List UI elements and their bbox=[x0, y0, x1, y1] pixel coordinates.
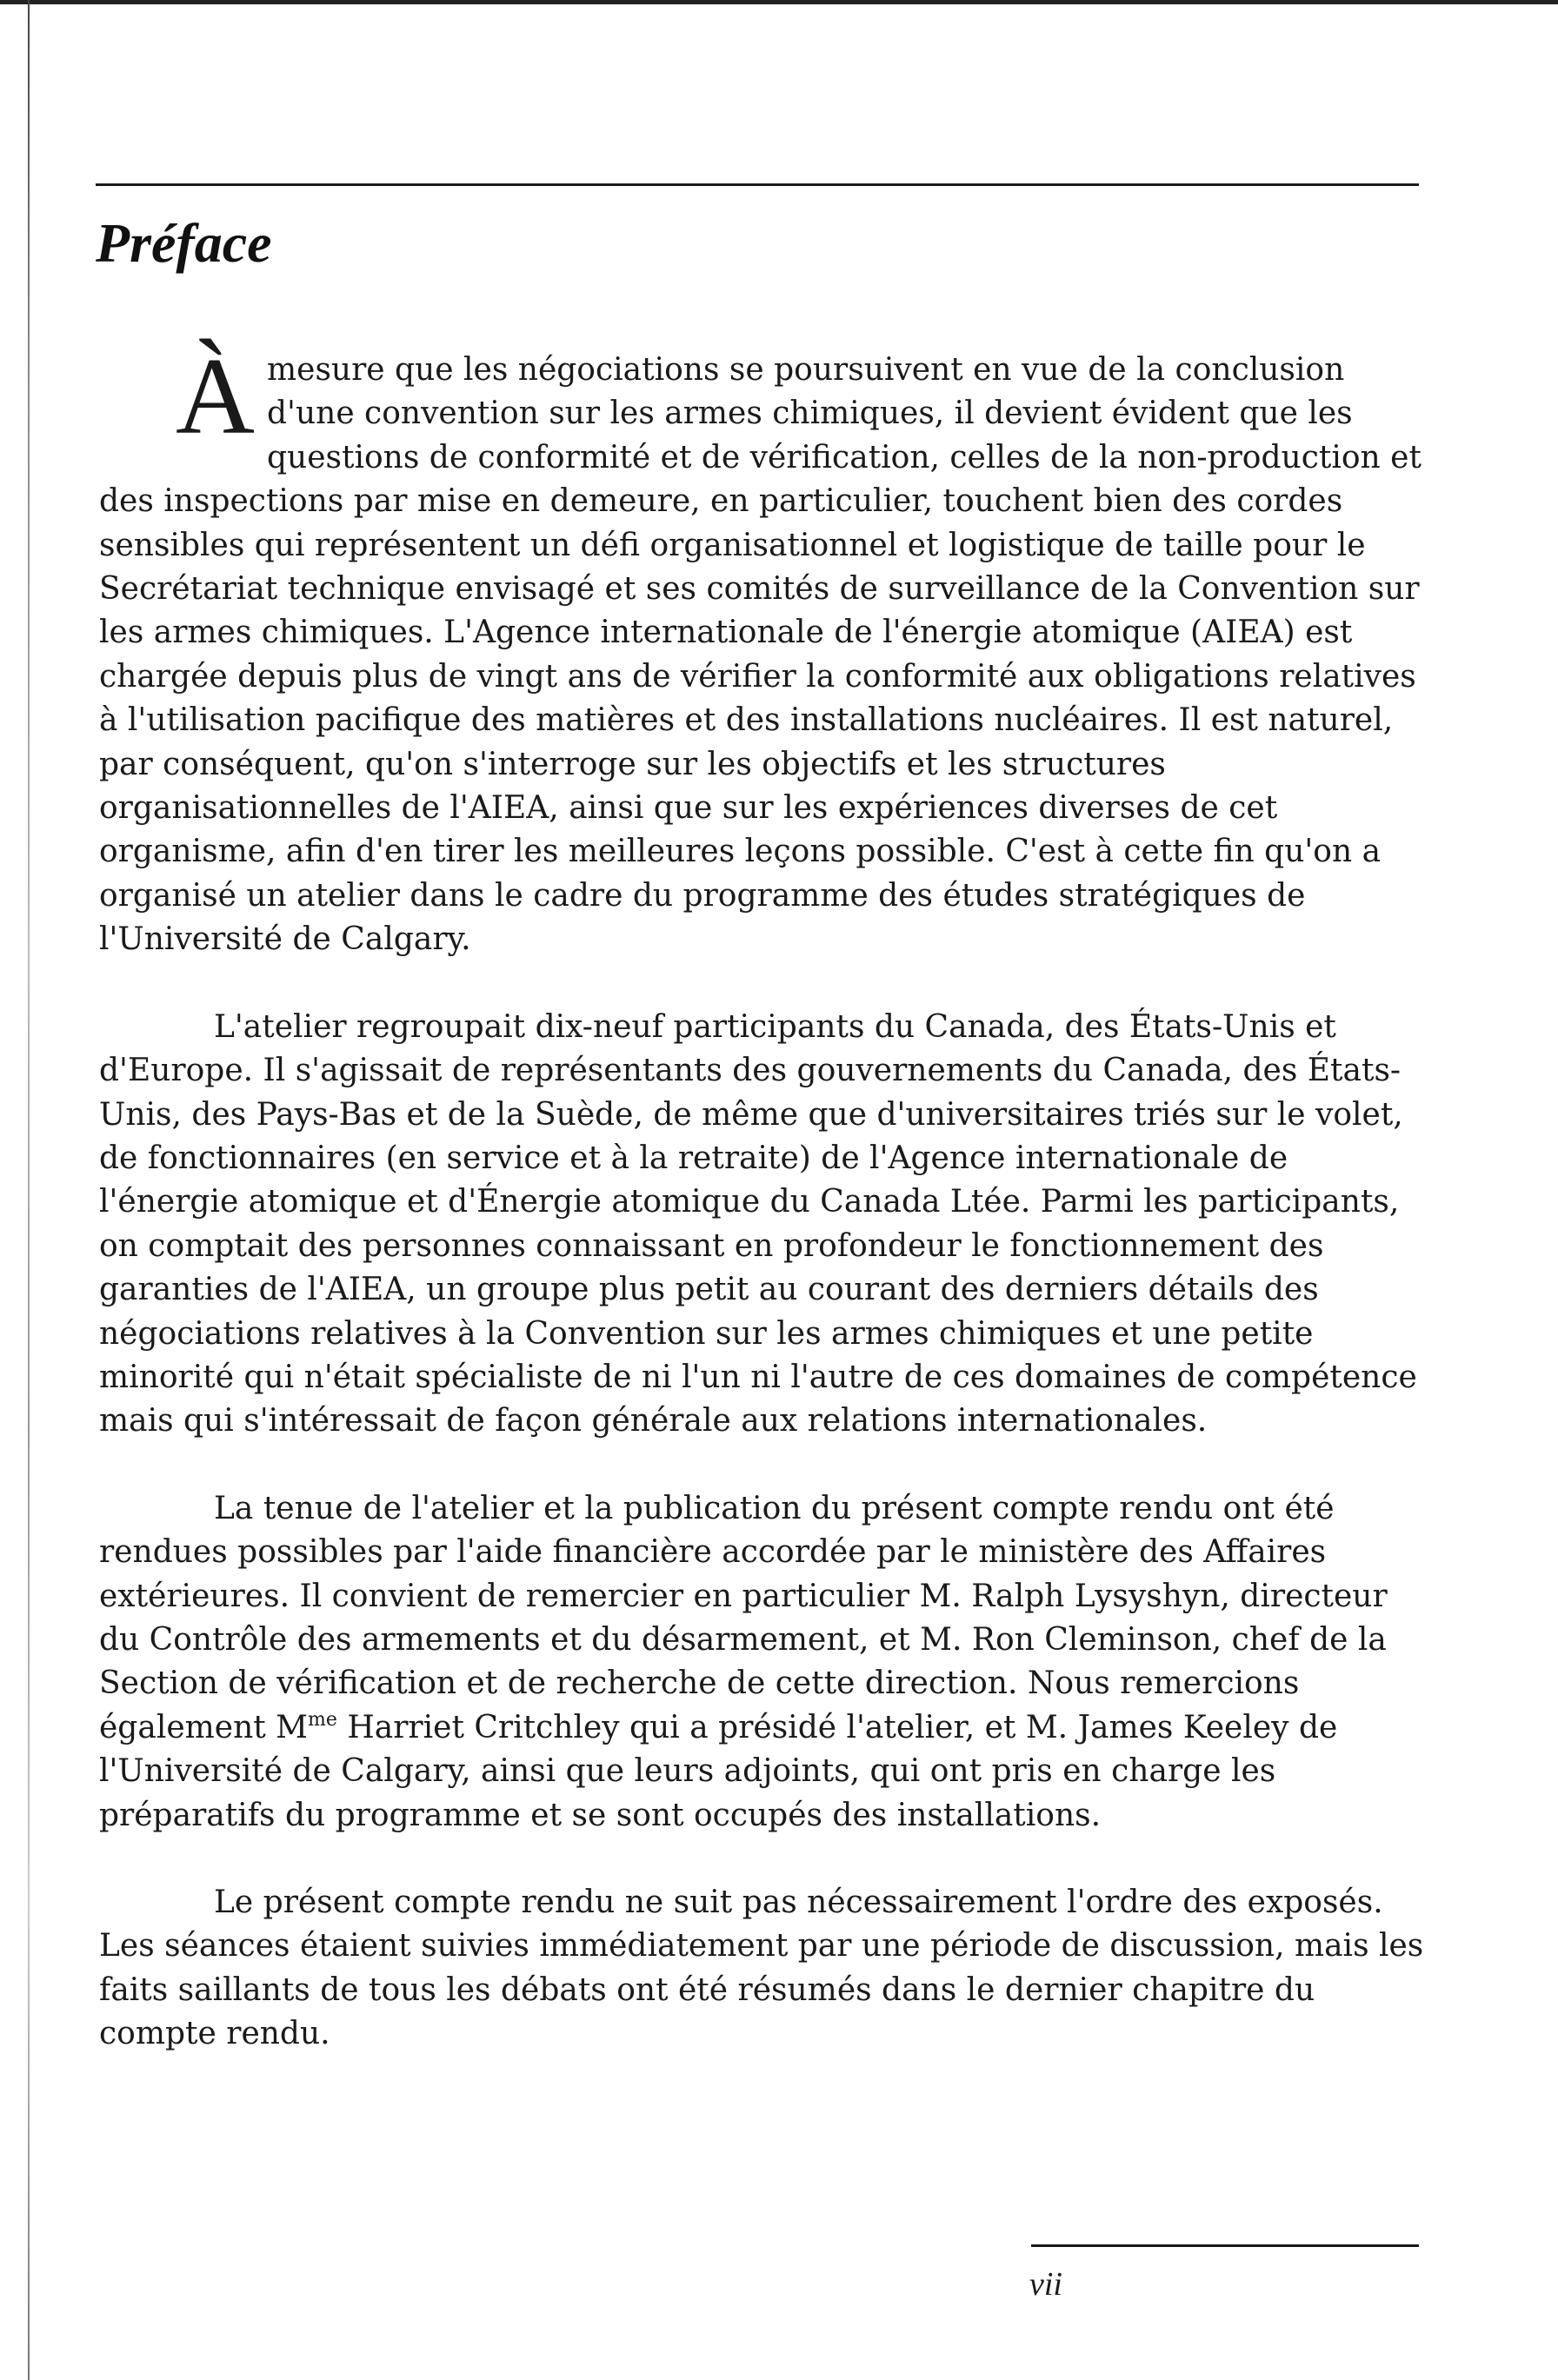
paragraph-1 bbox=[99, 336, 1429, 962]
page-number: vii bbox=[1029, 2266, 1062, 2303]
footer-rule bbox=[1031, 2244, 1419, 2247]
drop-cap: À bbox=[176, 336, 255, 457]
preface-body bbox=[99, 336, 1429, 2100]
paragraph-3 bbox=[99, 1487, 1429, 1838]
paragraph-3-text-after: Harriet Critchley qui a présidé l'atelier, et M. James Keeley de l'Université de Calgary, ainsi que leurs adjoints, qui ont pris en charge les préparatifs du programme et se sont occupés des installations. bbox=[99, 1709, 1338, 1833]
paragraph-1-text: mesure que les négociations se poursuivent en vue de la conclusion d'une convention sur les armes chimiques, il devient évident que les questions de conformité et de vérification, celles de la non-production et des inspections par mise en demeure, en particulier, touchent bien des cordes sensibles qui représentent un défi organisationnel et logistique de taille pour le Secrétariat technique envisagé et ses comités de surveillance de la Convention sur les armes chimiques. L'Agence internationale de l'énergie atomique (AIEA) est chargée depuis plus de vingt ans de vérifier la conformité aux obligations relatives à l'utilisation pacifique des matières et des installations nucléaires. Il est naturel, par conséquent, qu'on s'interroge sur les objectifs et les structures organisationnelles de l'AIEA, ainsi que sur les expériences diverses de cet organisme, afin d'en tirer les meilleures leçons possible. C'est à cette fin qu'on a organisé un atelier dans le cadre du programme des études stratégiques de l'Université de Calgary. bbox=[99, 352, 1422, 958]
paragraph-4: Le présent compte rendu ne suit pas nécessairement l'ordre des exposés. Les séances étaient suivies immédiatement par une période de discussion, mais les faits saillants de tous les débats ont été résumés dans le dernier chapitre du compte rendu. bbox=[99, 1885, 1424, 2052]
page-title: Préface bbox=[96, 212, 272, 274]
superscript-me: me bbox=[308, 1708, 337, 1731]
scan-top-edge bbox=[0, 0, 1558, 4]
paragraph-3-text-before: La tenue de l'atelier et la publication du présent compte rendu ont été rendues possibles par l'aide financière accordée par le ministère des Affaires extérieures. Il convient de remercier en particulier M. Ralph Lysyshyn, directeur du Contrôle des armements et du désarmement, et M. Ron Cleminson, chef de la Section de vérification et de recherche de cette direction. Nous remercions également M bbox=[99, 1490, 1388, 1745]
header-rule bbox=[96, 183, 1419, 186]
scan-left-edge bbox=[28, 0, 30, 2380]
paragraph-2: L'atelier regroupait dix-neuf participants du Canada, des États-Unis et d'Europe. Il s'agissait de représentants des gouvernements du Canada, des États-Unis, des Pays-Bas et de la Suède, de même que d'universitaires triés sur le volet, de fonctionnaires (en service et à la retraite) de l'Agence internationale de l'énergie atomique et d'Énergie atomique du Canada Ltée. Parmi les participants, on comptait des personnes connaissant en profondeur le fonctionnement des garanties de l'AIEA, un groupe plus petit au courant des derniers détails des négociations relatives à la Convention sur les armes chimiques et une petite minorité qui n'était spécialiste de ni l'un ni l'autre de ces domaines de compétence mais qui s'intéressait de façon générale aux relations internationales. bbox=[99, 1008, 1417, 1439]
